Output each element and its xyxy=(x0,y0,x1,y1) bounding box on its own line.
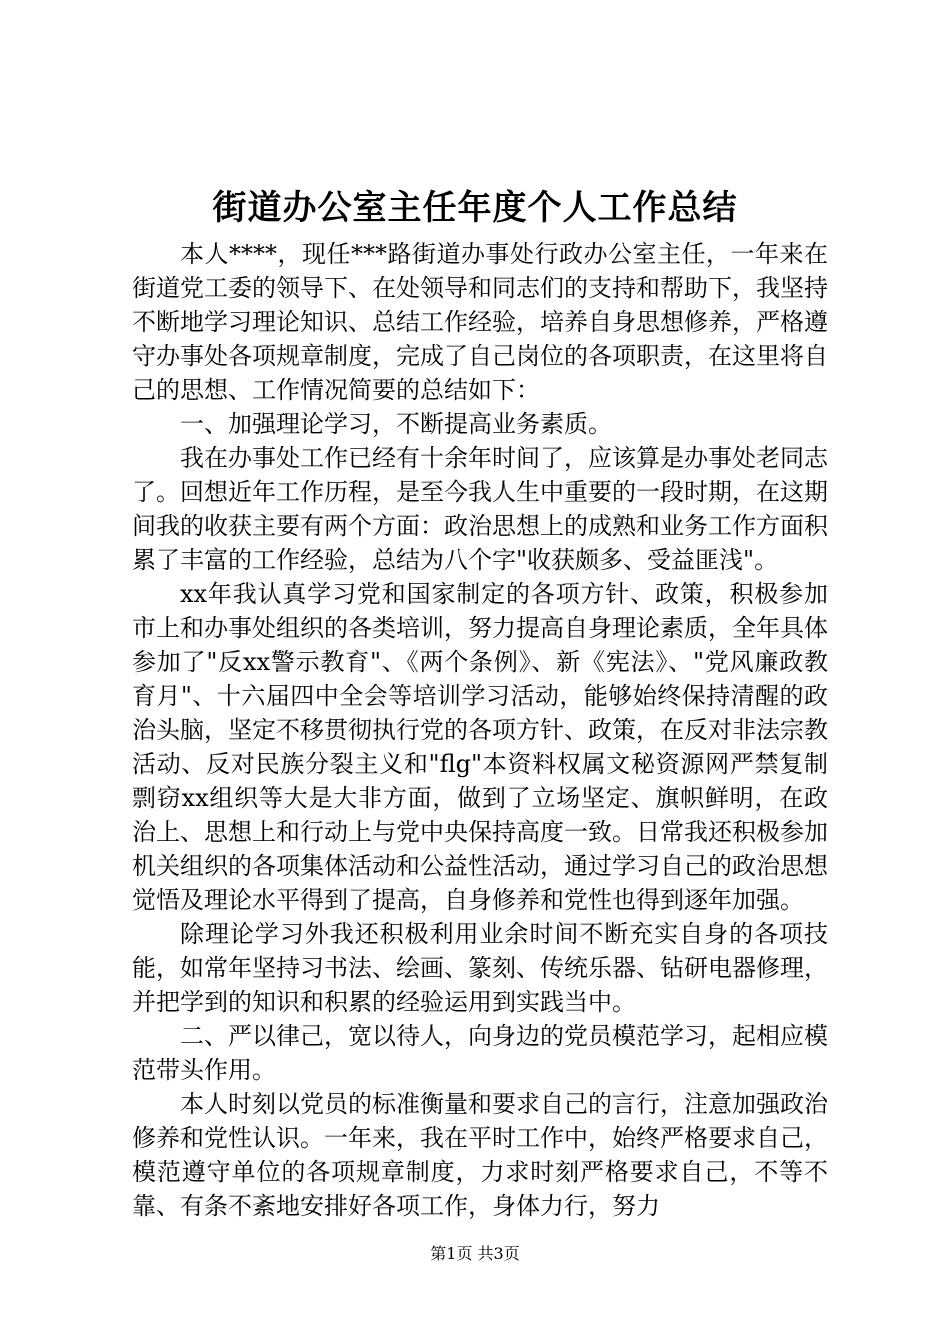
body-paragraph: 本人时刻以党员的标准衡量和要求自己的言行，注意加强政治修养和党性认识。一年来，我在平时工作中，始终严格要求自己，模范遵守单位的各项规章制度，力求时刻严格要求自己，不等不靠、有条不紊地安排好各项工作，身体力行，努力 xyxy=(132,1090,828,1220)
section-heading-1: 一、加强理论学习，不断提高业务素质。 xyxy=(180,410,612,438)
body-paragraph: 除理论学习外我还积极利用业余时间不断充实自身的各项技能，如常年坚持习书法、绘画、篆刻、传统乐器、钻研电器修理，并把学到的知识和积累的经验运用到实践当中。 xyxy=(132,920,828,1016)
document-title: 街道办公室主任年度个人工作总结 xyxy=(212,188,738,228)
document-body xyxy=(132,237,828,1223)
body-paragraph: xx年我认真学习党和国家制定的各项方针、政策，积极参加市上和办事处组织的各类培训，努力提高自身理论素质，全年具体参加了"反xx警示教育"、《两个条例》、新《宪法》、"党风廉政教育月"、十六届四中全会等培训学习活动，能够始终保持清醒的政治头脑，坚定不移贯彻执行党的各项方针、政策，在反对非法宗教活动、反对民族分裂主义和"flg"本资料权属文秘资源网严禁复制剽窃xx组织等大是大非方面，做到了立场坚定、旗帜鲜明，在政治上、思想上和行动上与党中央保持高度一致。日常我还积极参加机关组织的各项集体活动和公益性活动，通过学习自己的政治思想觉悟及理论水平得到了提高，自身修养和党性也得到逐年加强。 xyxy=(132,580,828,914)
section-heading-2: 二、严以律己，宽以待人，向身边的党员模范学习，起相应模范带头作用。 xyxy=(132,1022,828,1084)
page-number-footer: 第1页 共3页 xyxy=(430,1244,520,1263)
body-paragraph: 本人****，现任***路街道办事处行政办公室主任，一年来在街道党工委的领导下、在处领导和同志们的支持和帮助下，我坚持不断地学习理论知识、总结工作经验，培养自身思想修养，严格遵守办事处各项规章制度，完成了自己岗位的各项职责，在这里将自己的思想、工作情况简要的总结如下： xyxy=(132,240,828,404)
body-paragraph: 我在办事处工作已经有十余年时间了，应该算是办事处老同志了。回想近年工作历程，是至今我人生中重要的一段时期，在这期间我的收获主要有两个方面：政治思想上的成熟和业务工作方面积累了丰富的工作经验，总结为八个字"收获颇多、受益匪浅"。 xyxy=(132,444,828,574)
